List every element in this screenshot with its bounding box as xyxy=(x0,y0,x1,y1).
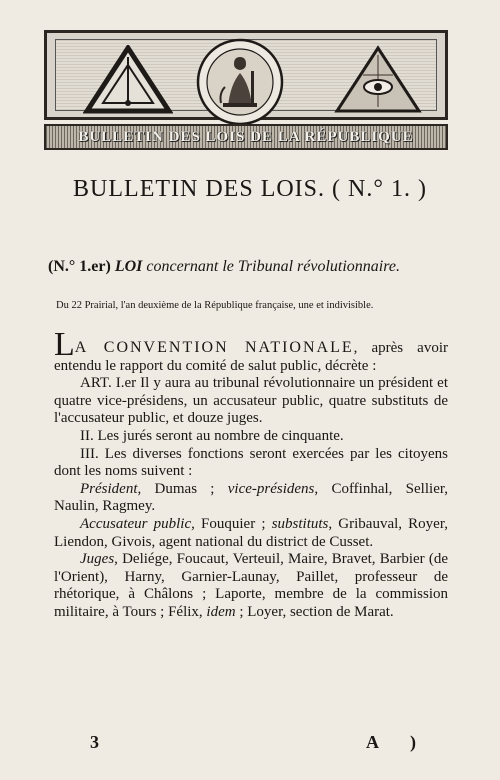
right-mark: ) xyxy=(410,732,416,752)
vice-names: , Coffinhal, Sellier, Naulin, Ragmey. xyxy=(54,480,448,515)
article-1-text: Il y aura au tribunal révolutionnaire un président et quatre vice-présidens, un accusateur public, quatre substituts de l'accusateur public, et douze juges. xyxy=(54,375,448,427)
juges-paragraph xyxy=(54,551,448,621)
substituts-names: , Gribauval, Royer, Liendon, Givois, agent national du district de Cusset. xyxy=(54,515,448,550)
juges-end: ; Loyer, section de Marat. xyxy=(235,603,394,620)
substituts-label: substituts xyxy=(271,515,329,532)
page-title: BULLETIN DES LOIS. ( N.° 1. ) xyxy=(73,176,427,202)
president-label: Président xyxy=(80,480,138,497)
law-body xyxy=(54,326,448,622)
article-3: III. Les diverses fonctions seront exercées par les citoyens dont les noms suivent : xyxy=(54,445,448,480)
vignette-frame xyxy=(44,30,448,120)
juges-label: Juges xyxy=(80,551,115,568)
idem-word: idem xyxy=(206,603,236,620)
juges-names: , Deliége, Foucaut, Verteuil, Maire, Bravet, Barbier (de l'Orient), Harny, Garnier-Launay, Paillet, professeur de rhétorique, à Châlons ; Laporte, membre de la commission militaire, à Tours ; Félix, xyxy=(54,551,448,620)
president-name: , Dumas ; xyxy=(137,480,228,497)
article-2: II. Les jurés seront au nombre de cinquante. xyxy=(80,427,344,444)
vice-label: vice-présidens xyxy=(227,480,315,497)
page-number: 3 xyxy=(90,732,99,752)
article-1-label: ART. I.er xyxy=(80,375,137,392)
law-subject: concernant le Tribunal révolutionnaire. xyxy=(146,258,400,275)
preamble-text: , après avoir entendu le rapport du comité de salut public, décrète : xyxy=(54,340,448,374)
president-paragraph xyxy=(54,481,448,516)
preamble-paragraph xyxy=(54,326,448,375)
law-date: Du 22 Prairial, l'an deuxième de la République française, une et indivisible. xyxy=(56,300,374,311)
law-number: (N.° 1.er) xyxy=(48,258,111,275)
law-loi: LOI xyxy=(114,258,143,275)
accusateur-paragraph xyxy=(54,516,448,551)
drop-initial: L xyxy=(54,326,75,363)
law-heading xyxy=(48,258,468,276)
accusateur-name: , Fouquier ; xyxy=(191,515,272,532)
article-1 xyxy=(54,375,448,428)
header-vignette xyxy=(44,30,452,152)
header-banner xyxy=(44,124,448,150)
accusateur-label: Accusateur public xyxy=(80,515,192,532)
triangle-level-icon xyxy=(83,45,173,115)
convention-name: A CONVENTION NATIONALE xyxy=(74,339,354,356)
eye-of-providence-icon xyxy=(333,45,423,115)
republic-seal-icon xyxy=(195,37,285,127)
banner-text: BULLETIN DES LOIS DE LA RÉPUBLIQUE xyxy=(78,128,414,145)
signature-mark: A xyxy=(366,732,379,752)
